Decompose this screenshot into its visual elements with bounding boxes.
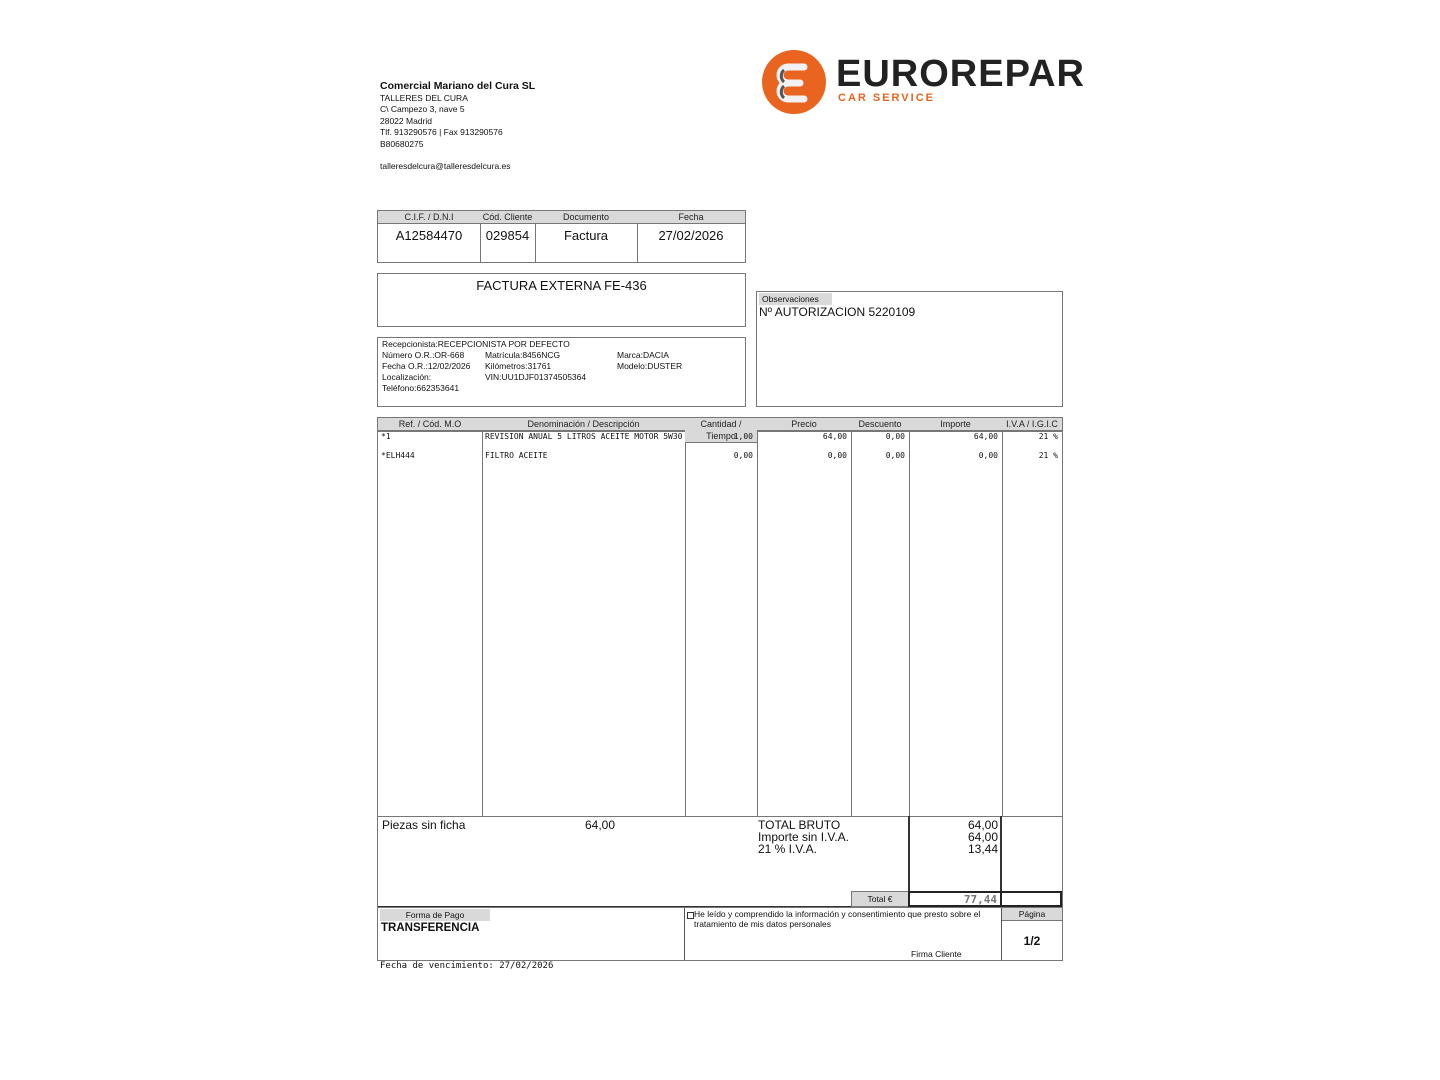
logo-e-icon [762,50,826,114]
company-email: talleresdelcura@talleresdelcura.es [380,161,511,172]
row2-quantity: 0,00 [733,451,753,460]
observations-box [756,291,1063,407]
document-value: Factura [563,228,609,243]
location: Localización: [382,372,432,382]
client-code-column [480,211,536,262]
or-number: Número O.R.:OR-668 [382,350,465,360]
make: Marca:DACIA [617,350,669,360]
header-description: Denominación / Descripción [482,418,685,431]
page-number: 1/2 [1023,934,1041,948]
gross-label: TOTAL BRUTO [758,818,841,832]
consent-text: He leído y comprendido la información y consentimiento que presto sobre el tratamiento de mis datos personales [694,909,981,929]
company-tax-id: B80680275 [380,138,424,149]
cif-header: C.I.F. / D.N.I [378,211,480,224]
cif-column [378,211,481,262]
col-ref [378,418,483,816]
header-quantity: Cantidad / Tiempo [685,418,757,443]
net-label: Importe sin I.V.A. [758,830,849,844]
client-code-header: Cód. Cliente [480,211,535,224]
header-price: Precio [757,418,851,431]
due-date: Fecha de vencimiento: 27/02/2026 [380,961,554,971]
col-amount [909,418,1003,816]
col-price [757,418,852,816]
row2-ref: *ELH444 [381,451,415,460]
totals-box [377,816,1063,908]
row1-ref: *1 [381,432,391,441]
total-label: Total € [851,891,909,907]
total-vat-cell [1000,891,1062,907]
row2-vat: 21 % [1038,451,1058,460]
observations-text: Nº AUTORIZACION 5220109 [759,305,916,319]
or-date: Fecha O.R.:12/02/2026 [382,361,471,371]
parts-value: 64,00 [585,818,616,832]
row2-amount: 0,00 [978,451,998,460]
company-address: C\ Campezo 3, nave 5 [380,104,465,115]
logo-subtitle: CAR SERVICE [838,92,935,104]
date-value: 27/02/2026 [658,228,724,243]
date-column [637,211,745,262]
vat-label: 21 % I.V.A. [758,842,817,856]
col-discount [851,418,910,816]
net-value: 64,00 [967,830,998,844]
payment-method: TRANSFERENCIA [381,922,480,934]
logo-brand-text: EUROREPAR [836,53,1085,95]
row1-vat: 21 % [1038,432,1058,441]
document-header: Documento [535,211,637,224]
document-title-box [377,273,746,327]
eurorepar-logo [762,50,1085,116]
header-discount: Descuento [851,418,909,431]
header-vat: I.V.A / I.G.I.C [1002,418,1062,431]
row1-discount: 0,00 [885,432,905,441]
row1-amount: 64,00 [973,432,998,441]
row2-description: FILTRO ACEITE [485,451,548,460]
model: Modelo:DUSTER [617,361,683,371]
gross-value: 64,00 [967,818,998,832]
client-code-value: 029854 [485,228,530,243]
work-order-box [377,337,746,407]
company-trade-name: TALLERES DEL CURA [380,93,468,103]
payment-box [377,907,1063,961]
col-vat [1002,418,1062,816]
header-amount: Importe [909,418,1002,431]
company-name: Comercial Mariano del Cura SL [380,80,536,92]
observations-label: Observaciones [759,293,832,305]
vat-value: 13,44 [967,842,998,856]
date-header: Fecha [637,211,745,224]
totals-amount-column [908,816,1002,892]
vin: VIN:UU1DJF01374505364 [485,372,587,382]
payment-label: Forma de Pago [380,909,490,921]
row1-price: 64,00 [822,432,847,441]
total-value: 77,44 [908,891,1002,907]
items-table [377,417,1063,817]
kilometers: Kilómetros:31761 [485,361,552,371]
parts-label: Piezas sin ficha [382,818,466,832]
company-city: 28022 Madrid [380,115,432,126]
col-quantity [685,418,758,816]
document-title: FACTURA EXTERNA FE-436 [476,278,647,293]
document-info-table [377,210,746,263]
header-ref: Ref. / Cód. M.O [378,418,482,431]
row1-description: REVISION ANUAL 5 LITROS ACEITE MOTOR 5W30 [485,432,683,441]
cif-value: A12584470 [395,228,463,243]
row2-price: 0,00 [827,451,847,460]
divider [684,908,685,960]
company-block [380,80,535,172]
page-label: Página [1002,908,1062,921]
receptionist: Recepcionista:RECEPCIONISTA POR DEFECTO [382,339,570,349]
signature-label: Firma Cliente [911,949,962,959]
document-column [535,211,638,262]
plate: Matrícula:8456NCG [485,350,561,360]
row2-discount: 0,00 [885,451,905,460]
col-description [482,418,686,816]
phone: Teléfono:662353641 [382,383,460,393]
row1-quantity: 1,00 [733,432,753,441]
company-phone-fax: Tlf. 913290576 | Fax 913290576 [380,127,503,138]
